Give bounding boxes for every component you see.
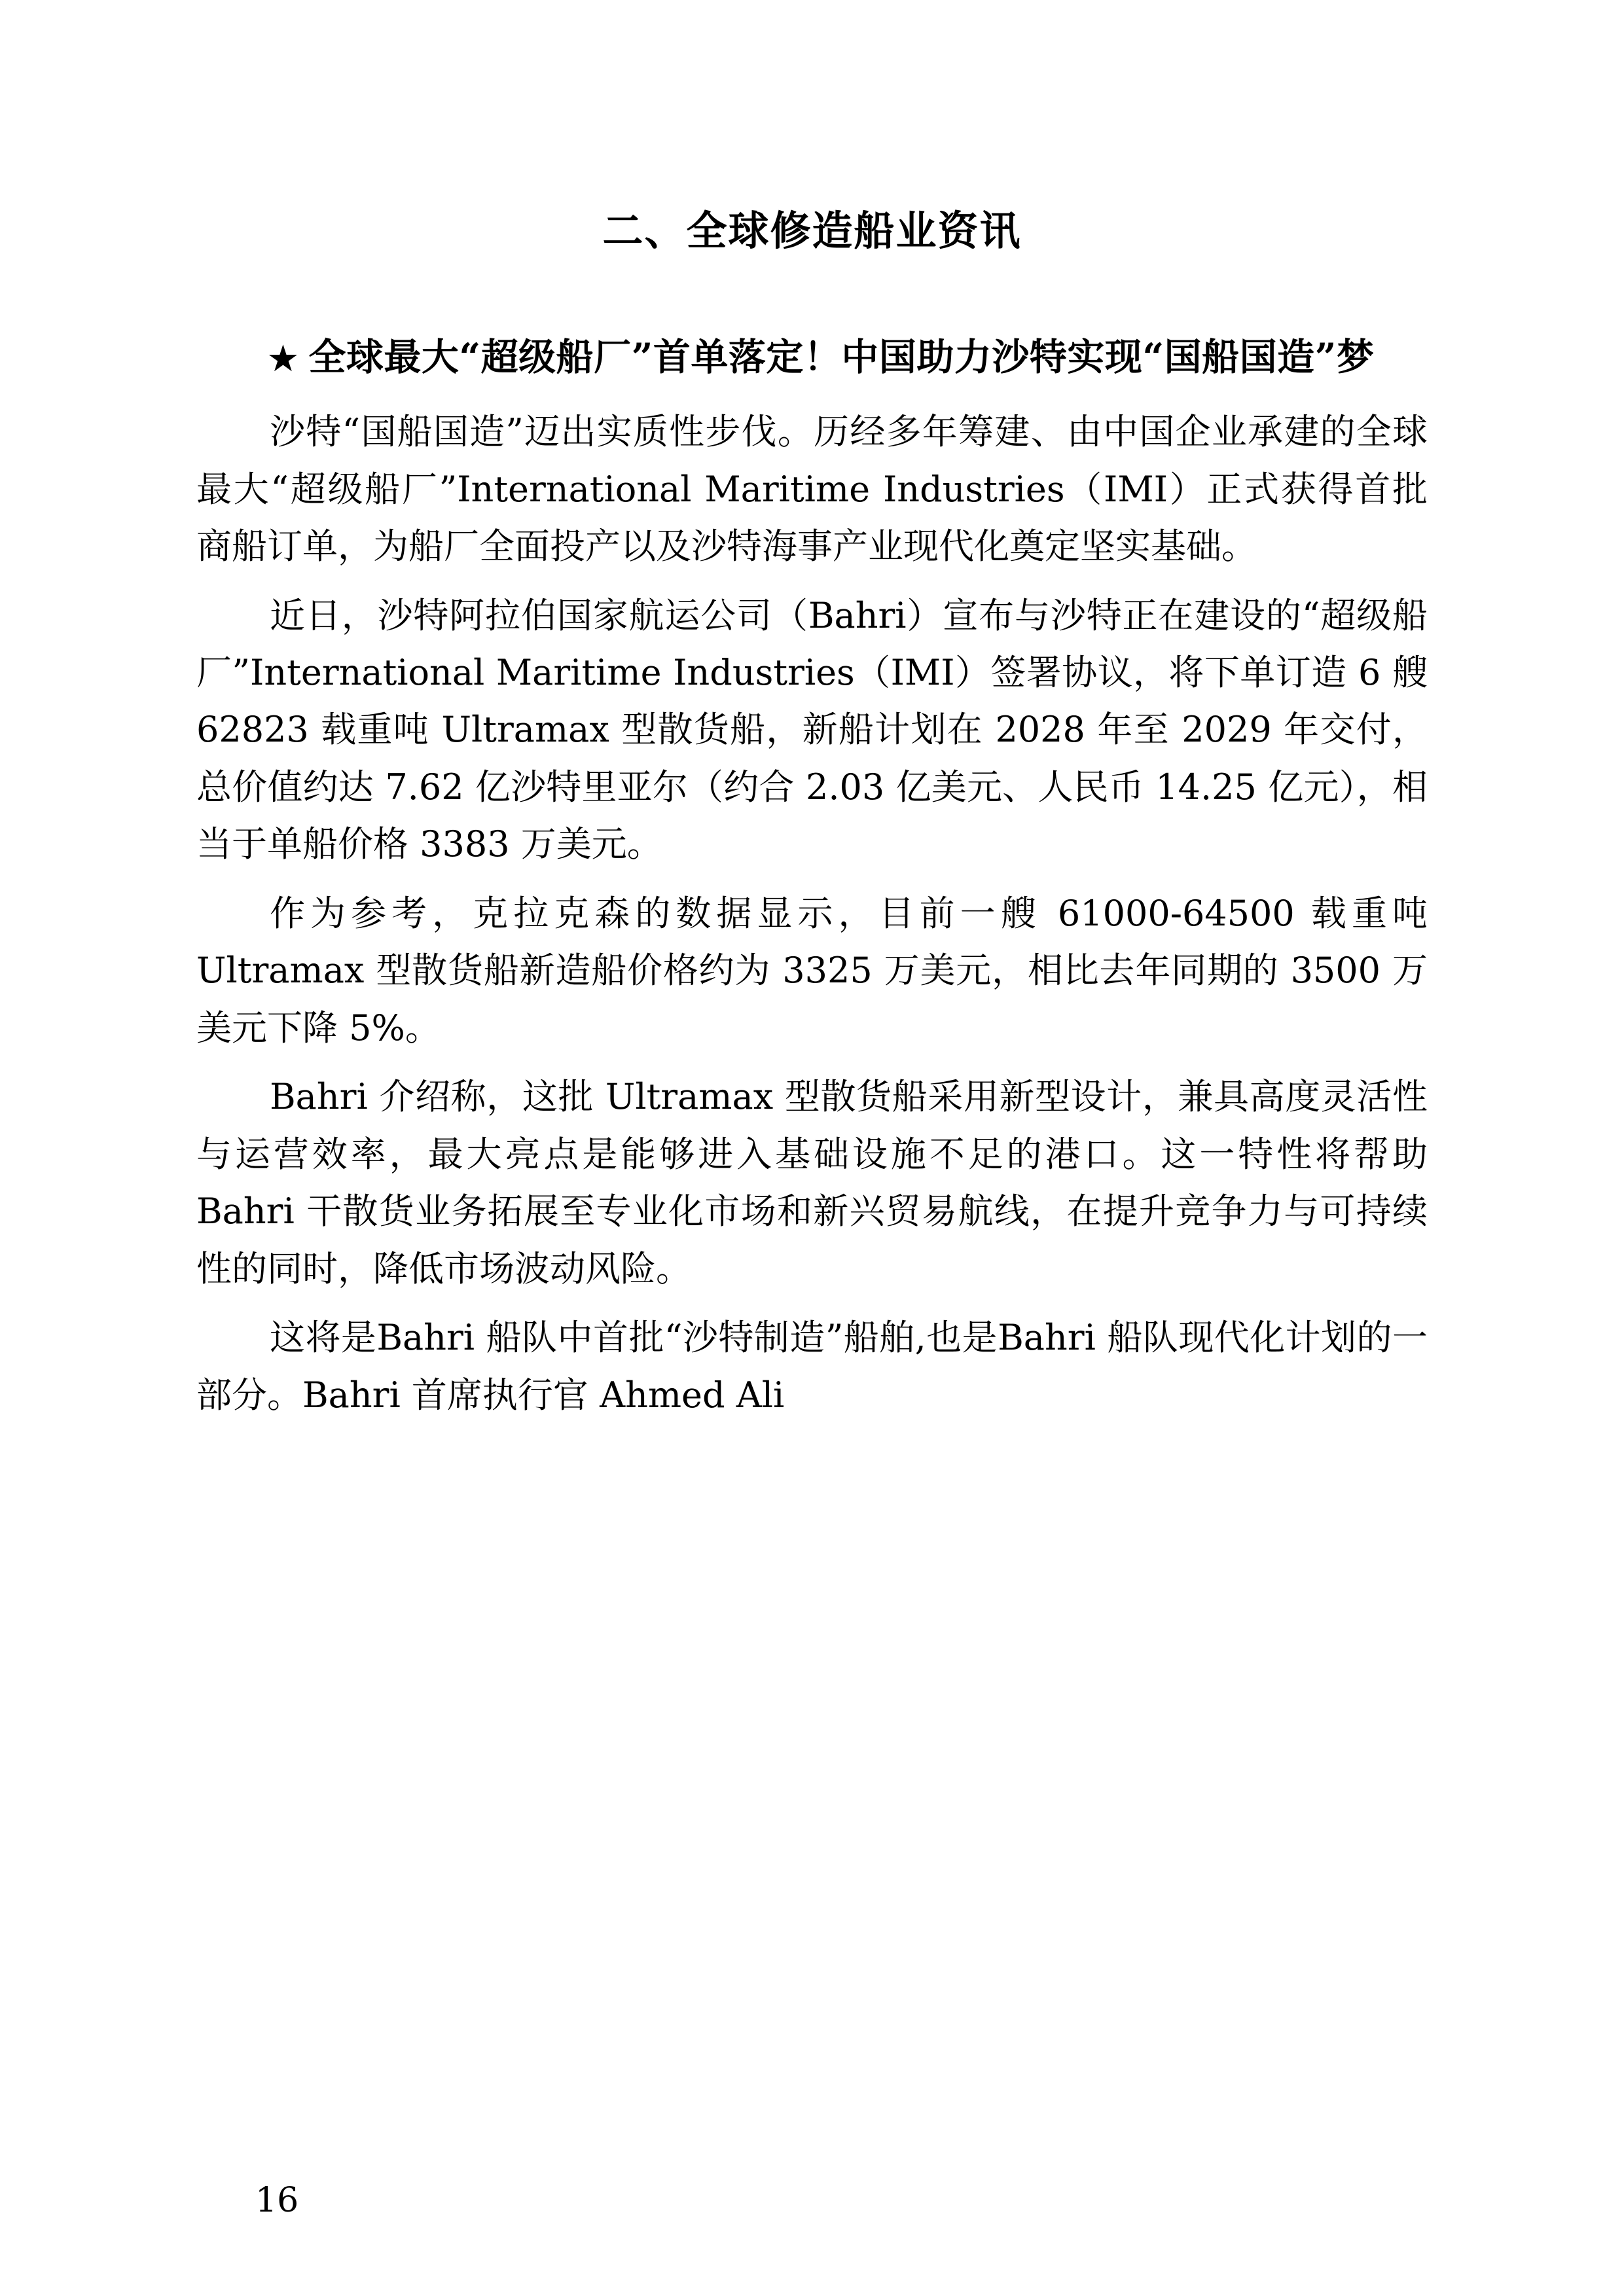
page-number: 16 xyxy=(255,2181,299,2220)
star-icon: ★ xyxy=(268,338,298,378)
paragraph-3: 作为参考，克拉克森的数据显示，目前一艘 61000-64500 载重吨 Ultramax 型散货船新造船价格约为 3325 万美元，相比去年同期的 3500 万美元下降 5%。 xyxy=(196,892,1428,1049)
paragraph-4: Bahri 介绍称，这批 Ultramax 型散货船采用新型设计，兼具高度灵活性与运营效率，最大亮点是能够进入基础设施不足的港口。这一特性将帮助 Bahri 干散货业务拓展至专业化市场和新兴贸易航线，在提升竞争力与可持续性的同时，降低市场波动风险。 xyxy=(196,1076,1428,1289)
paragraph-2: 近日，沙特阿拉伯国家航运公司（Bahri）宣布与沙特正在建设的“超级船厂”International Maritime Industries（IMI）签署协议，将下单订造 6 艘 62823 载重吨 Ultramax 型散货船，新船计划在 2028 年至 2029 年交付，总价值约达 7.62 亿沙特里亚尔（约合 2.03 亿美元、人民币 14.25 亿元），相当于单船价格 3383 万美元。 xyxy=(196,594,1428,865)
article-headline-text: 全球最大“超级船厂”首单落定！中国助力沙特实现“国船国造”梦 xyxy=(308,334,1375,379)
paragraph-5: 这将是Bahri 船队中首批“沙特制造”船舶,也是Bahri 船队现代化计划的一部分。Bahri 首席执行官 Ahmed Ali xyxy=(196,1317,1428,1416)
article-headline xyxy=(196,329,1428,386)
paragraph-1: 沙特“国船国造”迈出实质性步伐。历经多年筹建、由中国企业承建的全球最大“超级船厂”International Maritime Industries（IMI）正式获得首批商船订单，为船厂全面投产以及沙特海事产业现代化奠定坚实基础。 xyxy=(196,411,1428,567)
page-title: 二、全球修造船业资讯 xyxy=(602,207,1022,255)
